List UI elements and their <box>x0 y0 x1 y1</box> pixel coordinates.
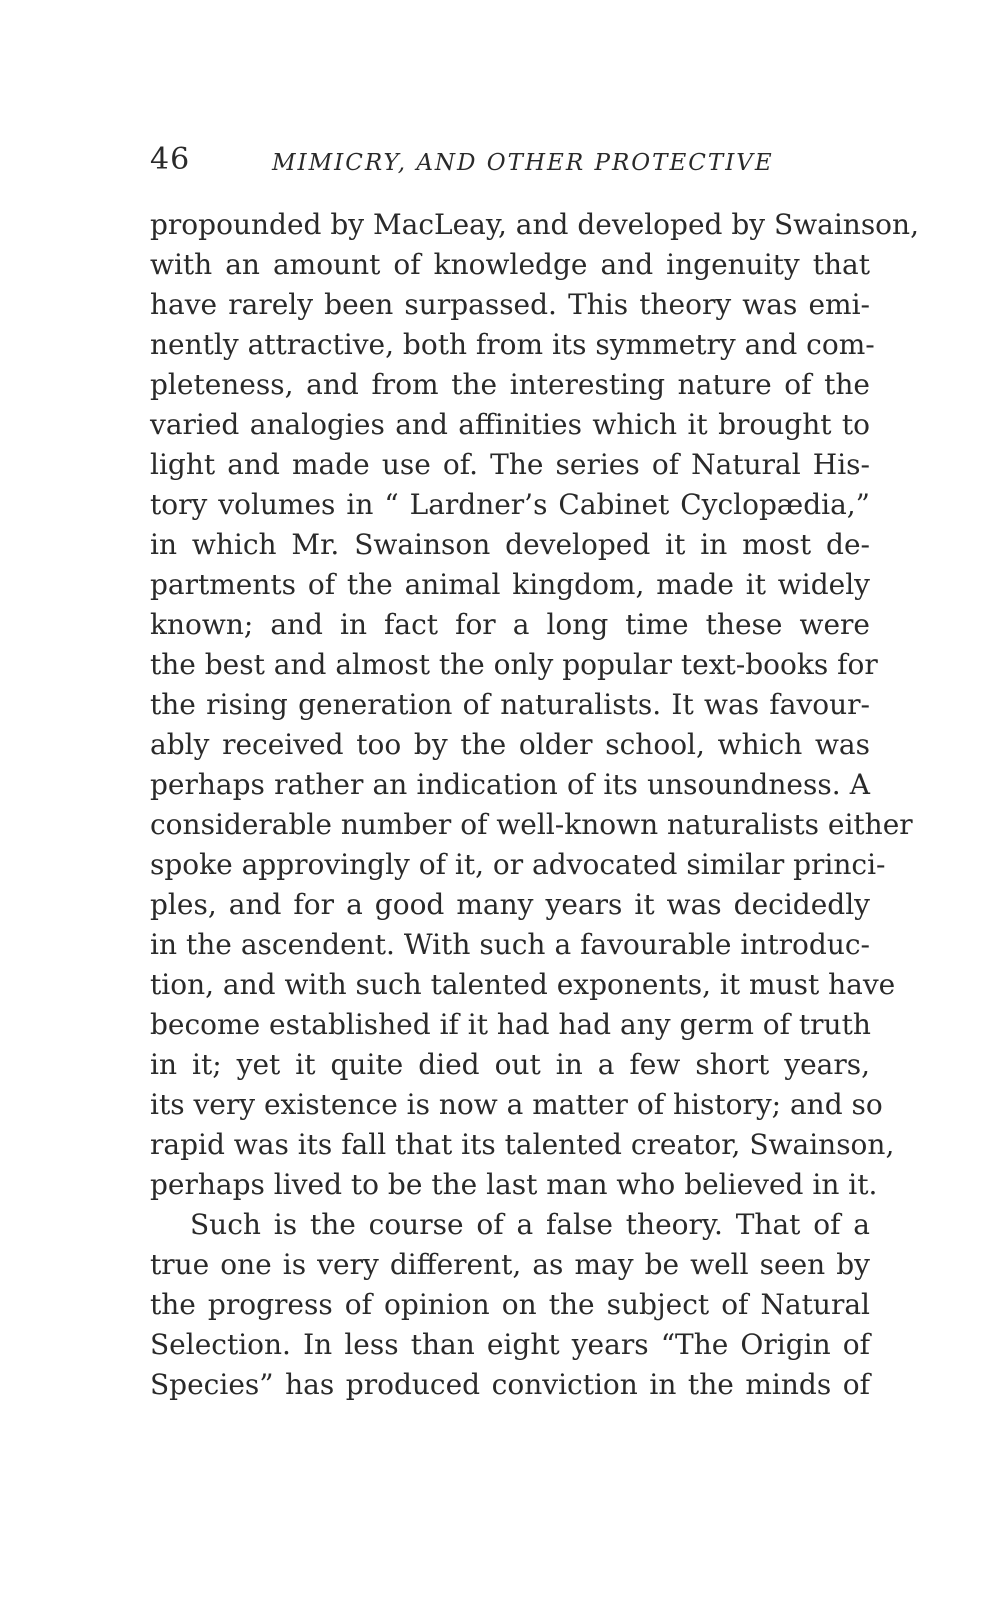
text-line: pleteness, and from the interesting nature of the <box>150 368 870 401</box>
text-line: the best and almost the only popular text-books for <box>150 648 878 681</box>
text-line: nently attractive, both from its symmetry and com- <box>150 328 875 361</box>
text-line: rapid was its fall that its talented creator, Swainson, <box>150 1128 895 1161</box>
text-line: tory volumes in “ Lardner’s Cabinet Cyclopædia,” <box>150 488 870 521</box>
text-line: with an amount of knowledge and ingenuity that <box>150 248 870 281</box>
text-line: partments of the animal kingdom, made it widely <box>150 568 870 601</box>
text-line: the rising generation of naturalists. It was favour- <box>150 688 870 721</box>
text-line: spoke approvingly of it, or advocated similar princi- <box>150 848 886 881</box>
running-head <box>150 142 890 182</box>
text-line-paragraph-start: Such is the course of a false theory. That of a <box>190 1208 870 1241</box>
text-line: in the ascendent. With such a favourable introduc- <box>150 928 870 961</box>
text-line: known; and in fact for a long time these were <box>150 608 870 641</box>
text-line: light and made use of. The series of Natural His- <box>150 448 870 481</box>
text-line: Selection. In less than eight years “The Origin of <box>150 1328 870 1361</box>
text-line: perhaps rather an indication of its unsoundness. A <box>150 768 870 801</box>
text-line: its very existence is now a matter of history; and so <box>150 1088 883 1121</box>
text-line: Species” has produced conviction in the minds of <box>150 1368 870 1401</box>
text-line: in which Mr. Swainson developed it in most de- <box>150 528 870 561</box>
text-line-paragraph-end: perhaps lived to be the last man who believed in it. <box>150 1168 878 1201</box>
text-line: become established if it had had any germ of truth <box>150 1008 871 1041</box>
text-line: ples, and for a good many years it was decidedly <box>150 888 870 921</box>
running-title: MIMICRY, AND OTHER PROTECTIVE <box>272 150 774 176</box>
text-line: ably received too by the older school, which was <box>150 728 870 761</box>
text-line: varied analogies and affinities which it brought to <box>150 408 870 441</box>
page-number: 46 <box>150 142 191 177</box>
text-line: tion, and with such talented exponents, it must have <box>150 968 896 1001</box>
text-line: in it; yet it quite died out in a few short years, <box>150 1048 870 1081</box>
text-line: have rarely been surpassed. This theory was emi- <box>150 288 870 321</box>
body-text <box>150 205 919 1405</box>
text-line: propounded by MacLeay, and developed by Swainson, <box>150 208 919 241</box>
text-line: true one is very different, as may be well seen by <box>150 1248 870 1281</box>
text-line: considerable number of well-known naturalists either <box>150 808 913 841</box>
text-line: the progress of opinion on the subject of Natural <box>150 1288 870 1321</box>
